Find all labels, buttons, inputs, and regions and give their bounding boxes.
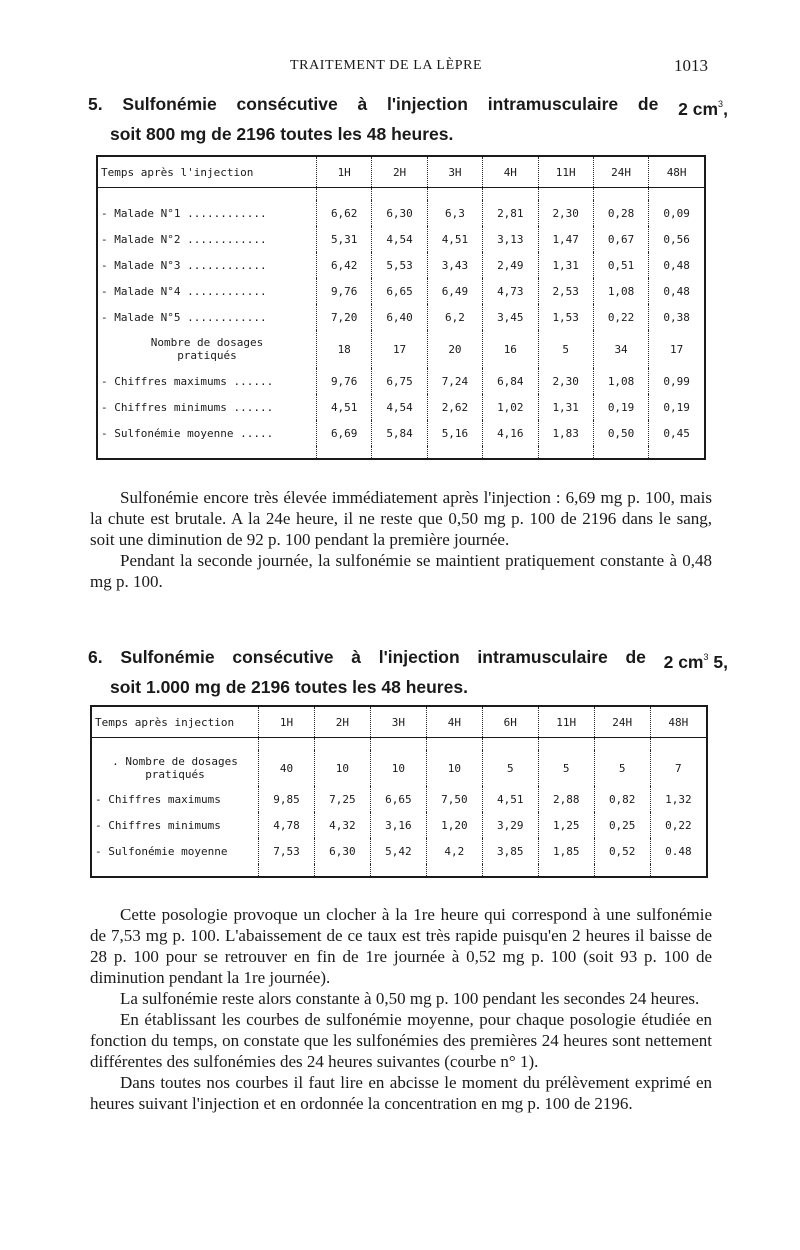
data-cell: 3,43	[427, 252, 482, 278]
data-cell: 0,25	[594, 812, 650, 838]
data-cell: 6,30	[314, 838, 370, 864]
heading-suffix: 5,	[708, 652, 728, 672]
data-cell: 0,28	[593, 200, 648, 226]
spacer-cell	[91, 738, 259, 751]
data-cell: 0,67	[593, 226, 648, 252]
data-cell: 5	[538, 330, 593, 368]
data-cell: 1,85	[538, 838, 594, 864]
data-cell: 9,76	[317, 278, 372, 304]
data-cell: 1,08	[593, 368, 648, 394]
data-cell: 10	[314, 750, 370, 786]
heading-last-group	[678, 92, 728, 122]
spacer-cell	[538, 738, 594, 751]
paragraph: La sulfonémie reste alors constante à 0,50 mg p. 100 pendant les secondes 24 heures.	[120, 989, 700, 1008]
data-cell: 4,16	[483, 420, 538, 446]
heading-word: de	[625, 647, 646, 667]
paragraph: Sulfonémie encore très élevée immédiatement après l'injection : 6,69 mg p. 100, mais la chute est brutale. A la 24e heure, il ne reste que 0,50 mg p. 100 de 2196 dans le sang, soit une diminution de 92 p. 100 pendant la première journée.	[90, 488, 712, 549]
table-sulfonemie-1000mg	[90, 705, 708, 878]
data-cell: 6,2	[427, 304, 482, 330]
running-header	[0, 56, 800, 80]
data-cell: 5,16	[427, 420, 482, 446]
data-cell: 3,45	[483, 304, 538, 330]
spacer-row	[91, 864, 707, 877]
data-cell: 2,81	[483, 200, 538, 226]
column-header: 3H	[427, 156, 482, 188]
data-cell: 0,19	[649, 394, 705, 420]
paragraph: En établissant les courbes de sulfonémie moyenne, pour chaque posologie étudiée en fonction du temps, on constate que les sulfonémies des premières 24 heures sont nettement différentes des sulfonémies des 24 heures suivantes (courbe n° 1).	[90, 1010, 712, 1071]
data-cell: 0,19	[593, 394, 648, 420]
data-cell: 0,82	[594, 786, 650, 812]
data-cell: 0,52	[594, 838, 650, 864]
data-cell: 7,50	[426, 786, 482, 812]
data-cell: 0,50	[593, 420, 648, 446]
table-row	[91, 812, 707, 838]
table-row	[97, 278, 705, 304]
spacer-cell	[97, 188, 317, 201]
spacer-cell	[538, 864, 594, 877]
data-cell: 4,51	[317, 394, 372, 420]
column-header: 1H	[259, 706, 315, 738]
spacer-cell	[426, 738, 482, 751]
table-header-row	[97, 156, 705, 188]
spacer-cell	[483, 446, 538, 459]
spacer-cell	[594, 738, 650, 751]
data-cell: 2,30	[538, 368, 593, 394]
data-cell: 3,85	[482, 838, 538, 864]
column-header: 2H	[372, 156, 427, 188]
data-cell: 6,40	[372, 304, 427, 330]
row-label: - Malade N°4 ............	[101, 284, 267, 298]
heading-word: consécutive	[236, 94, 338, 114]
data-cell: 34	[593, 330, 648, 368]
column-header: 24H	[594, 706, 650, 738]
data-cell: 6,3	[427, 200, 482, 226]
heading-word: consécutive	[232, 647, 334, 667]
data-cell: 3,16	[370, 812, 426, 838]
column-header: 48H	[650, 706, 707, 738]
header-label: Temps après l'injection	[97, 156, 317, 188]
spacer-cell	[372, 188, 427, 201]
data-cell: 0,56	[649, 226, 705, 252]
data-cell: 9,85	[259, 786, 315, 812]
row-label: . Nombre de dosages pratiqués	[112, 755, 238, 781]
spacer-cell	[483, 188, 538, 201]
data-cell: 20	[427, 330, 482, 368]
data-cell: 1,53	[538, 304, 593, 330]
table-row	[91, 750, 707, 786]
data-cell: 7,20	[317, 304, 372, 330]
heading-word: intramusculaire	[477, 647, 608, 667]
column-header: 6H	[482, 706, 538, 738]
data-cell: 5,84	[372, 420, 427, 446]
data-cell: 6,49	[427, 278, 482, 304]
heading-word: 2 cm	[678, 99, 719, 119]
data-cell: 17	[372, 330, 427, 368]
heading-word: 2 cm	[663, 652, 704, 672]
spacer-cell	[650, 864, 707, 877]
data-cell: 40	[259, 750, 315, 786]
data-cell: 5,31	[317, 226, 372, 252]
column-header: 24H	[593, 156, 648, 188]
spacer-cell	[91, 864, 259, 877]
data-cell: 3,29	[482, 812, 538, 838]
paragraph: Pendant la seconde journée, la sulfonémie se maintient pratiquement constante à 0,48 mg p. 100.	[90, 551, 712, 591]
data-cell: 0,22	[650, 812, 707, 838]
data-cell: 5,53	[372, 252, 427, 278]
heading-word: à	[351, 647, 361, 667]
row-label: - Chiffres maximums	[95, 792, 221, 806]
spacer-row	[97, 446, 705, 459]
data-cell: 1,32	[650, 786, 707, 812]
row-label: Nombre de dosages pratiqués	[150, 336, 264, 362]
spacer-cell	[650, 738, 707, 751]
column-header: 2H	[314, 706, 370, 738]
running-title: TRAITEMENT DE LA LÈPRE	[290, 58, 483, 73]
data-cell: 1,25	[538, 812, 594, 838]
table-sulfonemie-800mg	[96, 155, 706, 460]
spacer-row	[91, 738, 707, 751]
heading-suffix: ,	[723, 99, 728, 119]
data-cell: 5	[482, 750, 538, 786]
column-header: 4H	[426, 706, 482, 738]
data-cell: 1,02	[483, 394, 538, 420]
column-header: 48H	[649, 156, 705, 188]
spacer-cell	[372, 446, 427, 459]
column-header: 1H	[317, 156, 372, 188]
data-cell: 10	[426, 750, 482, 786]
row-label: - Malade N°2 ............	[101, 232, 267, 246]
data-cell: 6,62	[317, 200, 372, 226]
data-cell: 6,69	[317, 420, 372, 446]
data-cell: 5	[594, 750, 650, 786]
spacer-cell	[649, 446, 705, 459]
heading-number: 5.	[88, 94, 103, 114]
data-cell: 0,38	[649, 304, 705, 330]
data-cell: 2,62	[427, 394, 482, 420]
row-label: - Sulfonémie moyenne	[95, 844, 228, 858]
data-cell: 0.48	[650, 838, 707, 864]
heading-number: 6.	[88, 647, 103, 667]
heading-superscript: 3	[718, 99, 724, 109]
data-cell: 3,13	[483, 226, 538, 252]
data-cell: 6,30	[372, 200, 427, 226]
heading-word: Sulfonémie	[122, 94, 217, 114]
row-label: - Chiffres maximums ......	[101, 374, 274, 388]
heading-word: de	[637, 94, 659, 114]
data-cell: 1,83	[538, 420, 593, 446]
data-cell: 0,48	[649, 278, 705, 304]
data-cell: 1,31	[538, 394, 593, 420]
data-cell: 2,49	[483, 252, 538, 278]
spacer-cell	[427, 188, 482, 201]
data-cell: 1,47	[538, 226, 593, 252]
spacer-row	[97, 188, 705, 201]
spacer-cell	[594, 864, 650, 877]
spacer-cell	[538, 446, 593, 459]
data-cell: 0,51	[593, 252, 648, 278]
data-cell: 4,54	[372, 394, 427, 420]
data-cell: 6,65	[370, 786, 426, 812]
spacer-cell	[593, 188, 648, 201]
spacer-cell	[649, 188, 705, 201]
data-cell: 4,51	[427, 226, 482, 252]
section-heading-line-2: soit 800 mg de 2196 toutes les 48 heures.	[110, 124, 454, 144]
data-cell: 0,99	[649, 368, 705, 394]
data-cell: 6,42	[317, 252, 372, 278]
data-cell: 4,73	[483, 278, 538, 304]
data-cell: 6,84	[483, 368, 538, 394]
data-cell: 17	[649, 330, 705, 368]
data-cell: 0,48	[649, 252, 705, 278]
spacer-cell	[370, 864, 426, 877]
row-label: - Malade N°5 ............	[101, 310, 267, 324]
data-cell: 5,42	[370, 838, 426, 864]
heading-word: l'injection	[378, 647, 460, 667]
paragraph: Dans toutes nos courbes il faut lire en abcisse le moment du prélèvement exprimé en heures suivant l'injection et en ordonnée la concentration en mg p. 100 de 2196.	[90, 1073, 712, 1113]
data-cell: 0,09	[649, 200, 705, 226]
row-label: - Chiffres minimums	[95, 818, 221, 832]
data-cell: 0,22	[593, 304, 648, 330]
section-heading-line-2: soit 1.000 mg de 2196 toutes les 48 heures.	[110, 677, 468, 697]
table-row	[97, 420, 705, 446]
spacer-cell	[259, 738, 315, 751]
spacer-cell	[427, 446, 482, 459]
spacer-cell	[482, 738, 538, 751]
spacer-cell	[259, 864, 315, 877]
section-5-text	[90, 487, 712, 592]
header-label: Temps après injection	[91, 706, 259, 738]
table-header-row	[91, 706, 707, 738]
spacer-cell	[482, 864, 538, 877]
column-header: 11H	[538, 156, 593, 188]
row-label: - Malade N°3 ............	[101, 258, 267, 272]
section-6-heading	[88, 645, 728, 700]
data-cell: 7,24	[427, 368, 482, 394]
paragraph: Cette posologie provoque un clocher à la 1re heure qui correspond à une sulfonémie de 7,53 mg p. 100. L'abaissement de ce taux est très rapide puisqu'en 2 heures il baisse de 28 p. 100 pour se retrouver en fin de 1re journée à 0,52 mg p. 100 (soit 93 p. 100 de diminution pendant la 1re journée).	[90, 905, 712, 987]
data-cell: 2,53	[538, 278, 593, 304]
heading-word: Sulfonémie	[120, 647, 215, 667]
section-heading-line-1	[88, 92, 728, 122]
spacer-cell	[314, 738, 370, 751]
column-header: 11H	[538, 706, 594, 738]
table-row	[97, 252, 705, 278]
data-cell: 1,08	[593, 278, 648, 304]
table-row	[91, 838, 707, 864]
data-cell: 7,53	[259, 838, 315, 864]
section-5-heading	[88, 92, 728, 147]
data-cell: 4,54	[372, 226, 427, 252]
table-row	[97, 304, 705, 330]
spacer-cell	[97, 446, 317, 459]
table-row	[97, 368, 705, 394]
heading-superscript: 3	[703, 652, 709, 662]
heading-word: à	[357, 94, 368, 114]
spacer-cell	[317, 188, 372, 201]
table-row	[97, 200, 705, 226]
spacer-cell	[426, 864, 482, 877]
row-label: - Malade N°1 ............	[101, 206, 267, 220]
column-header: 3H	[370, 706, 426, 738]
data-cell: 7,25	[314, 786, 370, 812]
data-cell: 9,76	[317, 368, 372, 394]
spacer-cell	[317, 446, 372, 459]
data-cell: 6,65	[372, 278, 427, 304]
data-cell: 2,88	[538, 786, 594, 812]
row-label: - Chiffres minimums ......	[101, 400, 274, 414]
data-cell: 5	[538, 750, 594, 786]
data-cell: 16	[483, 330, 538, 368]
column-header: 4H	[483, 156, 538, 188]
spacer-cell	[370, 738, 426, 751]
data-cell: 4,78	[259, 812, 315, 838]
data-cell: 1,20	[426, 812, 482, 838]
heading-word: l'injection	[387, 94, 468, 114]
page-number: 1013	[674, 56, 708, 75]
table-row	[97, 330, 705, 368]
row-label: - Sulfonémie moyenne .....	[101, 426, 274, 440]
data-cell: 10	[370, 750, 426, 786]
table-row	[91, 786, 707, 812]
data-cell: 4,2	[426, 838, 482, 864]
section-6-text	[90, 904, 712, 1114]
heading-last-group	[664, 645, 728, 675]
spacer-cell	[538, 188, 593, 201]
data-cell: 1,31	[538, 252, 593, 278]
table-row	[97, 394, 705, 420]
data-cell: 18	[317, 330, 372, 368]
data-cell: 4,51	[482, 786, 538, 812]
data-cell: 0,45	[649, 420, 705, 446]
heading-word: intramusculaire	[487, 94, 619, 114]
table-row	[97, 226, 705, 252]
section-heading-line-1	[88, 645, 728, 675]
data-cell: 6,75	[372, 368, 427, 394]
spacer-cell	[314, 864, 370, 877]
data-cell: 2,30	[538, 200, 593, 226]
data-cell: 4,32	[314, 812, 370, 838]
data-cell: 7	[650, 750, 707, 786]
spacer-cell	[593, 446, 648, 459]
